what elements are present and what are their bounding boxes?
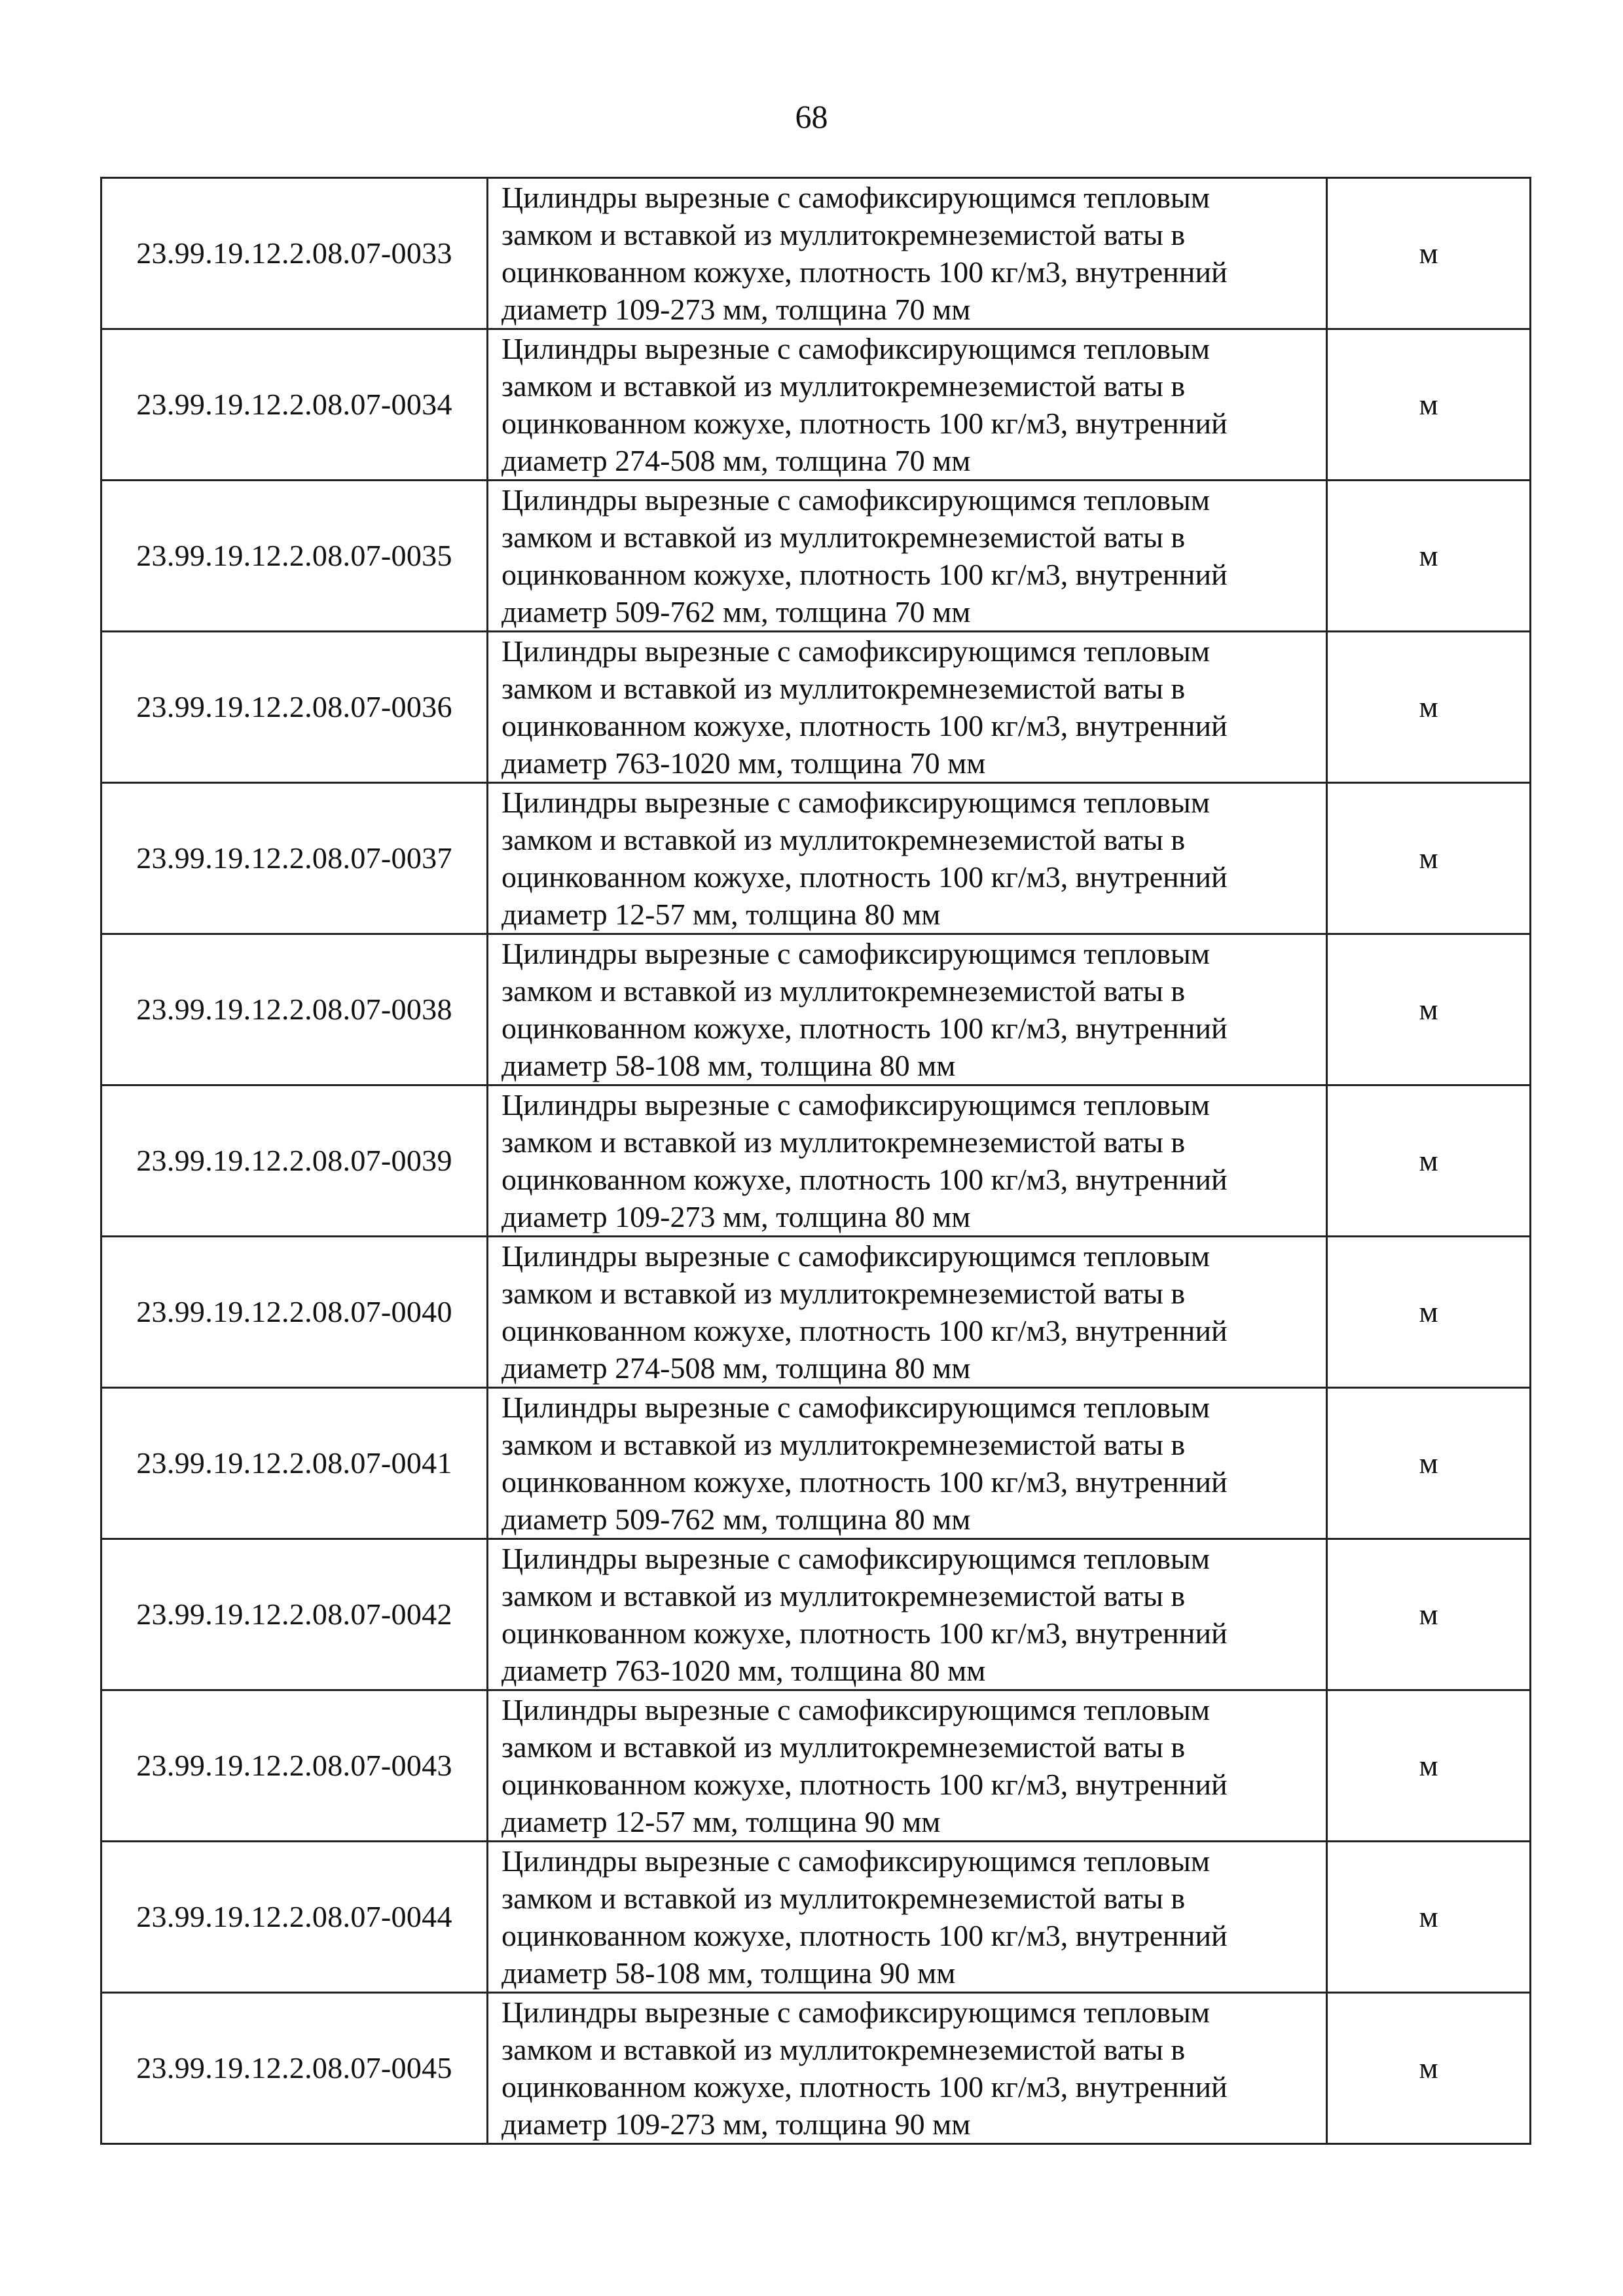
description-line: Цилиндры вырезные с самофиксирующимся тепловым xyxy=(501,1239,1210,1273)
resource-code-cell: 23.99.19.12.2.08.07-0045 xyxy=(101,1993,488,2144)
description-line: диаметр 274-508 мм, толщина 80 мм xyxy=(501,1351,971,1385)
description-line: Цилиндры вырезные с самофиксирующимся тепловым xyxy=(501,181,1210,214)
table-row xyxy=(101,329,1531,481)
description-line: оцинкованном кожухе, плотность 100 кг/м3, внутренний xyxy=(501,1314,1228,1347)
description-line: диаметр 109-273 мм, толщина 70 мм xyxy=(501,293,971,326)
description-line: диаметр 763-1020 мм, толщина 80 мм xyxy=(501,1654,986,1687)
unit-cell: м xyxy=(1327,481,1531,632)
description-line: Цилиндры вырезные с самофиксирующимся тепловым xyxy=(501,483,1210,517)
page-number: 68 xyxy=(795,98,828,135)
description-line: оцинкованном кожухе, плотность 100 кг/м3, внутренний xyxy=(501,407,1228,440)
description-line: Цилиндры вырезные с самофиксирующимся тепловым xyxy=(501,634,1210,668)
description-line: оцинкованном кожухе, плотность 100 кг/м3, внутренний xyxy=(501,1465,1228,1499)
description-line: оцинкованном кожухе, плотность 100 кг/м3, внутренний xyxy=(501,1616,1228,1650)
table-row xyxy=(101,1539,1531,1690)
table-row xyxy=(101,783,1531,934)
description-line: замком и вставкой из муллитокремнеземистой ваты в xyxy=(501,1277,1186,1310)
resource-description-cell xyxy=(488,481,1327,632)
unit-cell: м xyxy=(1327,1085,1531,1237)
description-line: замком и вставкой из муллитокремнеземистой ваты в xyxy=(501,974,1186,1008)
description-line: оцинкованном кожухе, плотность 100 кг/м3, внутренний xyxy=(501,2070,1228,2104)
resource-description-cell xyxy=(488,1993,1327,2144)
description-line: диаметр 58-108 мм, толщина 80 мм xyxy=(501,1049,956,1082)
resource-description-cell xyxy=(488,329,1327,481)
table-row xyxy=(101,934,1531,1085)
description-line: Цилиндры вырезные с самофиксирующимся тепловым xyxy=(501,332,1210,365)
description-line: Цилиндры вырезные с самофиксирующимся тепловым xyxy=(501,1088,1210,1121)
resource-description-cell xyxy=(488,178,1327,329)
description-line: замком и вставкой из муллитокремнеземистой ваты в xyxy=(501,672,1186,705)
description-line: Цилиндры вырезные с самофиксирующимся тепловым xyxy=(501,1693,1210,1726)
description-line: диаметр 12-57 мм, толщина 90 мм xyxy=(501,1805,941,1838)
table-row xyxy=(101,632,1531,783)
description-line: диаметр 763-1020 мм, толщина 70 мм xyxy=(501,746,986,780)
description-line: оцинкованном кожухе, плотность 100 кг/м3, внутренний xyxy=(501,709,1228,742)
description-line: замком и вставкой из муллитокремнеземистой ваты в xyxy=(501,218,1186,251)
resource-code-cell: 23.99.19.12.2.08.07-0038 xyxy=(101,934,488,1085)
description-line: Цилиндры вырезные с самофиксирующимся тепловым xyxy=(501,1391,1210,1424)
description-line: замком и вставкой из муллитокремнеземистой ваты в xyxy=(501,823,1186,856)
unit-cell: м xyxy=(1327,1842,1531,1993)
description-line: Цилиндры вырезные с самофиксирующимся тепловым xyxy=(501,786,1210,819)
unit-cell: м xyxy=(1327,329,1531,481)
resource-description-cell xyxy=(488,1237,1327,1388)
resource-code-cell: 23.99.19.12.2.08.07-0042 xyxy=(101,1539,488,1690)
description-line: оцинкованном кожухе, плотность 100 кг/м3, внутренний xyxy=(501,1011,1228,1045)
description-line: оцинкованном кожухе, плотность 100 кг/м3, внутренний xyxy=(501,1163,1228,1196)
description-line: диаметр 509-762 мм, толщина 70 мм xyxy=(501,595,971,629)
description-line: замком и вставкой из муллитокремнеземистой ваты в xyxy=(501,1428,1186,1461)
resource-description-cell xyxy=(488,1388,1327,1539)
description-line: диаметр 109-273 мм, толщина 90 мм xyxy=(501,2107,971,2141)
description-line: замком и вставкой из муллитокремнеземистой ваты в xyxy=(501,1125,1186,1159)
table-body xyxy=(101,178,1531,2144)
resource-table xyxy=(100,177,1531,2145)
description-line: оцинкованном кожухе, плотность 100 кг/м3, внутренний xyxy=(501,860,1228,894)
description-line: замком и вставкой из муллитокремнеземистой ваты в xyxy=(501,1579,1186,1613)
description-line: замком и вставкой из муллитокремнеземистой ваты в xyxy=(501,520,1186,554)
description-line: оцинкованном кожухе, плотность 100 кг/м3, внутренний xyxy=(501,255,1228,289)
resource-code-cell: 23.99.19.12.2.08.07-0033 xyxy=(101,178,488,329)
resource-description-cell xyxy=(488,934,1327,1085)
table-row xyxy=(101,1993,1531,2144)
unit-cell: м xyxy=(1327,934,1531,1085)
unit-cell: м xyxy=(1327,178,1531,329)
resource-code-cell: 23.99.19.12.2.08.07-0043 xyxy=(101,1690,488,1842)
resource-code-cell: 23.99.19.12.2.08.07-0041 xyxy=(101,1388,488,1539)
description-line: диаметр 12-57 мм, толщина 80 мм xyxy=(501,898,941,931)
unit-cell: м xyxy=(1327,783,1531,934)
table-row xyxy=(101,481,1531,632)
unit-cell: м xyxy=(1327,1993,1531,2144)
description-line: Цилиндры вырезные с самофиксирующимся тепловым xyxy=(501,1844,1210,1878)
description-line: диаметр 509-762 мм, толщина 80 мм xyxy=(501,1503,971,1536)
table-row xyxy=(101,1237,1531,1388)
description-line: замком и вставкой из муллитокремнеземистой ваты в xyxy=(501,2033,1186,2066)
description-line: оцинкованном кожухе, плотность 100 кг/м3, внутренний xyxy=(501,1768,1228,1801)
resource-description-cell xyxy=(488,632,1327,783)
resource-description-cell xyxy=(488,1085,1327,1237)
unit-cell: м xyxy=(1327,1690,1531,1842)
resource-code-cell: 23.99.19.12.2.08.07-0037 xyxy=(101,783,488,934)
resource-code-cell: 23.99.19.12.2.08.07-0044 xyxy=(101,1842,488,1993)
description-line: Цилиндры вырезные с самофиксирующимся тепловым xyxy=(501,1995,1210,2029)
resource-description-cell xyxy=(488,1539,1327,1690)
table-row xyxy=(101,1388,1531,1539)
description-line: замком и вставкой из муллитокремнеземистой ваты в xyxy=(501,369,1186,403)
unit-cell: м xyxy=(1327,1388,1531,1539)
table-row xyxy=(101,1842,1531,1993)
description-line: диаметр 58-108 мм, толщина 90 мм xyxy=(501,1956,956,1990)
description-line: замком и вставкой из муллитокремнеземистой ваты в xyxy=(501,1730,1186,1764)
description-line: замком и вставкой из муллитокремнеземистой ваты в xyxy=(501,1882,1186,1915)
resource-code-cell: 23.99.19.12.2.08.07-0034 xyxy=(101,329,488,481)
description-line: диаметр 109-273 мм, толщина 80 мм xyxy=(501,1200,971,1233)
unit-cell: м xyxy=(1327,632,1531,783)
resource-code-cell: 23.99.19.12.2.08.07-0035 xyxy=(101,481,488,632)
description-line: диаметр 274-508 мм, толщина 70 мм xyxy=(501,444,971,477)
resource-code-cell: 23.99.19.12.2.08.07-0040 xyxy=(101,1237,488,1388)
description-line: Цилиндры вырезные с самофиксирующимся тепловым xyxy=(501,1542,1210,1575)
resource-description-cell xyxy=(488,783,1327,934)
table-row xyxy=(101,1085,1531,1237)
unit-cell: м xyxy=(1327,1539,1531,1690)
table-row xyxy=(101,1690,1531,1842)
description-line: оцинкованном кожухе, плотность 100 кг/м3, внутренний xyxy=(501,1919,1228,1952)
table-row xyxy=(101,178,1531,329)
resource-description-cell xyxy=(488,1842,1327,1993)
resource-description-cell xyxy=(488,1690,1327,1842)
description-line: Цилиндры вырезные с самофиксирующимся тепловым xyxy=(501,937,1210,970)
unit-cell: м xyxy=(1327,1237,1531,1388)
resource-code-cell: 23.99.19.12.2.08.07-0036 xyxy=(101,632,488,783)
description-line: оцинкованном кожухе, плотность 100 кг/м3, внутренний xyxy=(501,558,1228,591)
resource-code-cell: 23.99.19.12.2.08.07-0039 xyxy=(101,1085,488,1237)
